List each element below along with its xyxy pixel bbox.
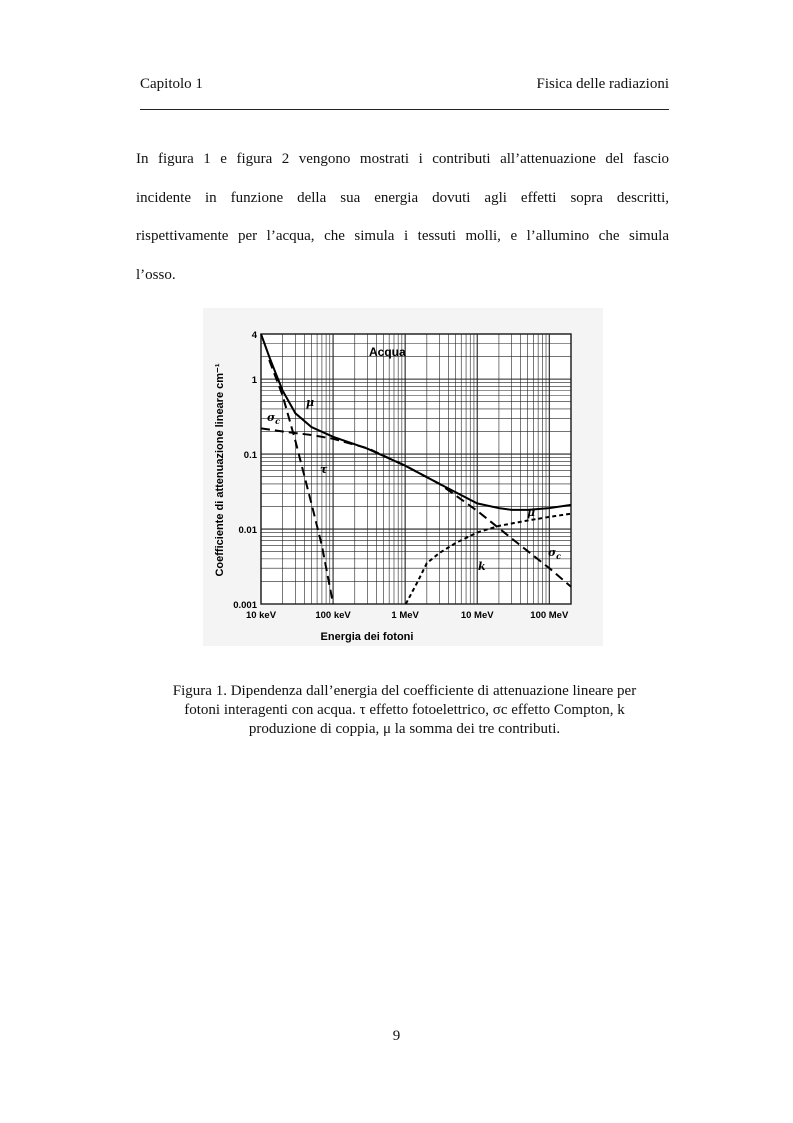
curve-label: $\sigma_c$ <box>267 411 280 426</box>
paragraph-line: rispettivamente per l’acqua, che simula i tessuti molli, e l’allumino che simula <box>136 228 669 244</box>
x-tick-label: 100 MeV <box>530 610 569 621</box>
x-tick-label: 10 keV <box>245 610 277 621</box>
caption-line: Figura 1. Dipendenza dall’energia del coefficiente di attenuazione lineare per <box>172 683 637 699</box>
x-tick-label: 100 keV <box>315 610 351 621</box>
x-tick-label: 10 MeV <box>460 610 494 621</box>
page-header <box>140 76 669 98</box>
figure-caption <box>140 682 669 739</box>
header-rule <box>140 109 669 110</box>
section-title: Fisica delle radiazioni <box>536 76 669 92</box>
attenuation-figure <box>203 308 603 646</box>
x-axis-label: Energia dei fotoni <box>320 631 414 643</box>
y-tick-label: 0.01 <box>238 525 257 537</box>
body-paragraph <box>136 140 669 294</box>
curve-label: μ <box>306 396 315 409</box>
y-tick-label: 0.1 <box>243 450 257 462</box>
paragraph-line: incidente in funzione della sua energia dovuti agli effetti sopra descritti, <box>136 189 669 206</box>
curve-label: $\sigma_c$ <box>548 546 561 561</box>
chapter-label: Capitolo 1 <box>140 76 203 92</box>
curve-label: μ <box>527 506 536 519</box>
curve-label: τ <box>320 463 328 476</box>
paragraph-line: In figura 1 e figura 2 vengono mostrati i contributi all’attenuazione del fascio <box>136 151 669 167</box>
page-number: 9 <box>392 1028 401 1044</box>
paragraph-line: l’osso. <box>136 266 176 283</box>
chart-title: Acqua <box>369 345 406 359</box>
curve-label: k <box>478 560 486 573</box>
caption-line: fotoni interagenti con acqua. τ effetto fotoelettrico, σc effetto Compton, k <box>184 702 625 718</box>
y-tick-label: 4 <box>251 330 257 341</box>
caption-line: produzione di coppia, μ la somma dei tre contributi. <box>248 721 561 737</box>
y-tick-label: 0.001 <box>233 600 257 611</box>
x-tick-label: 1 MeV <box>391 610 419 621</box>
y-tick-label: 1 <box>251 375 257 387</box>
y-axis-label: Coefficiente di attenuazione lineare cm⁻¹ <box>214 363 226 577</box>
attenuation-chart <box>203 308 603 646</box>
plot-area <box>261 334 571 604</box>
